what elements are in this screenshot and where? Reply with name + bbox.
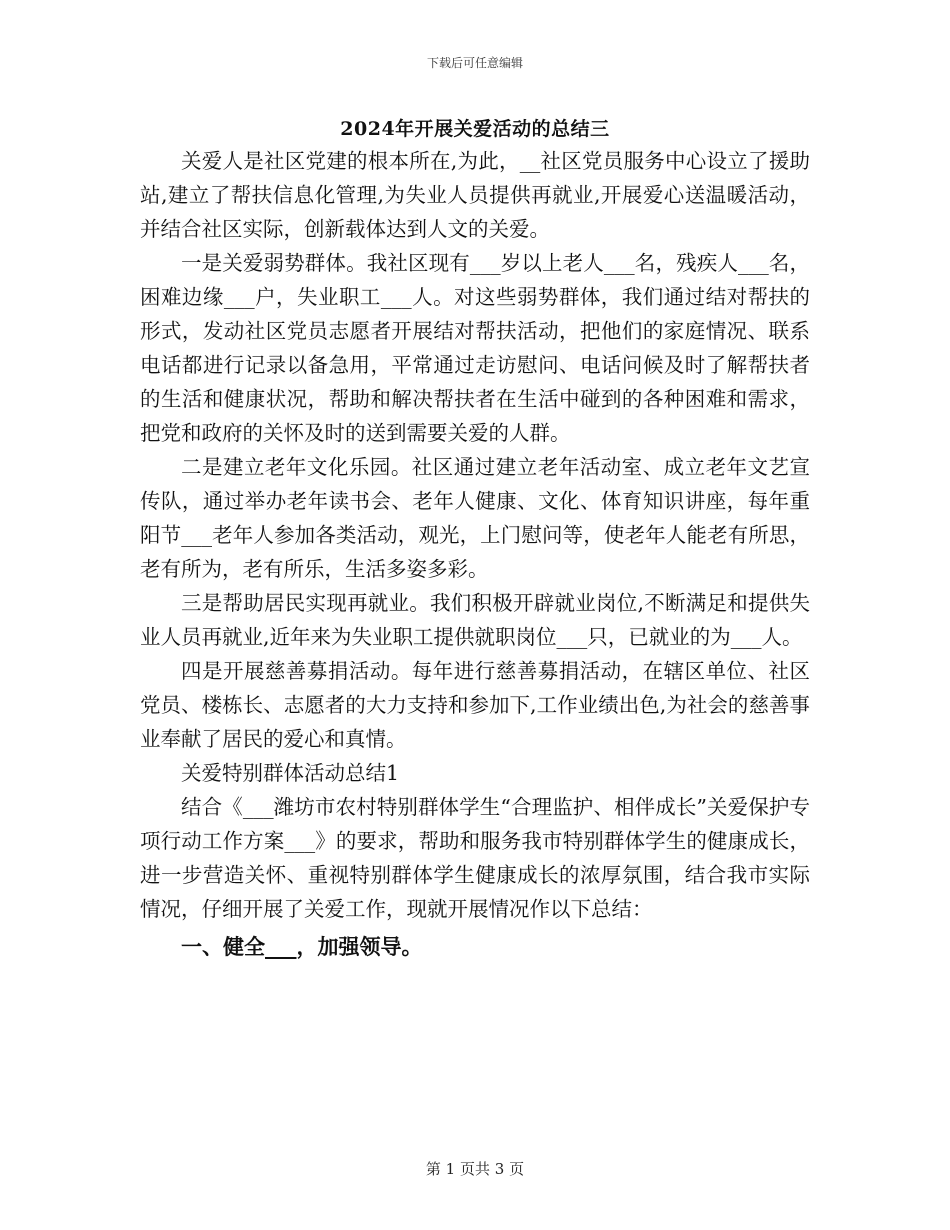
paragraph-subtitle: 关爱特别群体活动总结1 <box>181 761 400 785</box>
paragraph-charity: 四是开展慈善募捐活动。每年进行慈善募捐活动，在辖区单位、社区党员、楼栋长、志愿者的大力支持和参加下,工作业绩出色,为社会的慈善事业奉献了居民的爱心和真情。 <box>140 659 810 751</box>
paragraph-reemployment: 三是帮助居民实现再就业。我们积极开辟就业岗位,不断满足和提供失业人员再就业,近年来为失业职工提供就职岗位___只，已就业的为___人。 <box>140 591 810 649</box>
paragraph-elderly-culture: 二是建立老年文化乐园。社区通过建立老年活动室、成立老年文艺宣传队，通过举办老年读书会、老年人健康、文化、体育知识讲座，每年重阳节___老年人参加各类活动，观光，上门慰问等，使老年人能老有所思，老有所为，老有所乐，生活多姿多彩。 <box>140 455 810 581</box>
page-number: 第 1 页共 3 页 <box>425 1160 525 1178</box>
paragraph-intro: 关爱人是社区党建的根本所在,为此，__社区党员服务中心设立了援助站,建立了帮扶信息化管理,为失业人员提供再就业,开展爱心送温暖活动，并结合社区实际，创新载体达到人文的关爱。 <box>140 149 810 241</box>
paragraph-vulnerable-groups: 一是关爱弱势群体。我社区现有___岁以上老人___名，残疾人___名，困难边缘___户，失业职工___人。对这些弱势群体，我们通过结对帮扶的形式，发动社区党员志愿者开展结对帮扶活动，把他们的家庭情况、联系电话都进行记录以备急用，平常通过走访慰问、电话问候及时了解帮扶者的生活和健康状况，帮助和解决帮扶者在生活中碰到的各种困难和需求，把党和政府的关怀及时的送到需要关爱的人群。 <box>140 251 810 445</box>
document-title: 2024年开展关爱活动的总结三 <box>340 118 610 140</box>
document-body <box>140 144 810 964</box>
paragraph-program-summary: 结合《___潍坊市农村特别群体学生“合理监护、相伴成长”关爱保护专项行动工作方案___》的要求，帮助和服务我市特别群体学生的健康成长，进一步营造关怀、重视特别群体学生健康成长的浓厚氛围，结合我市实际情况，仔细开展了关爱工作，现就开展情况作以下总结： <box>140 795 810 921</box>
page-header-note: 下载后可任意编辑 <box>426 56 523 70</box>
section-heading: 一、健全___，加强领导。 <box>181 934 423 959</box>
